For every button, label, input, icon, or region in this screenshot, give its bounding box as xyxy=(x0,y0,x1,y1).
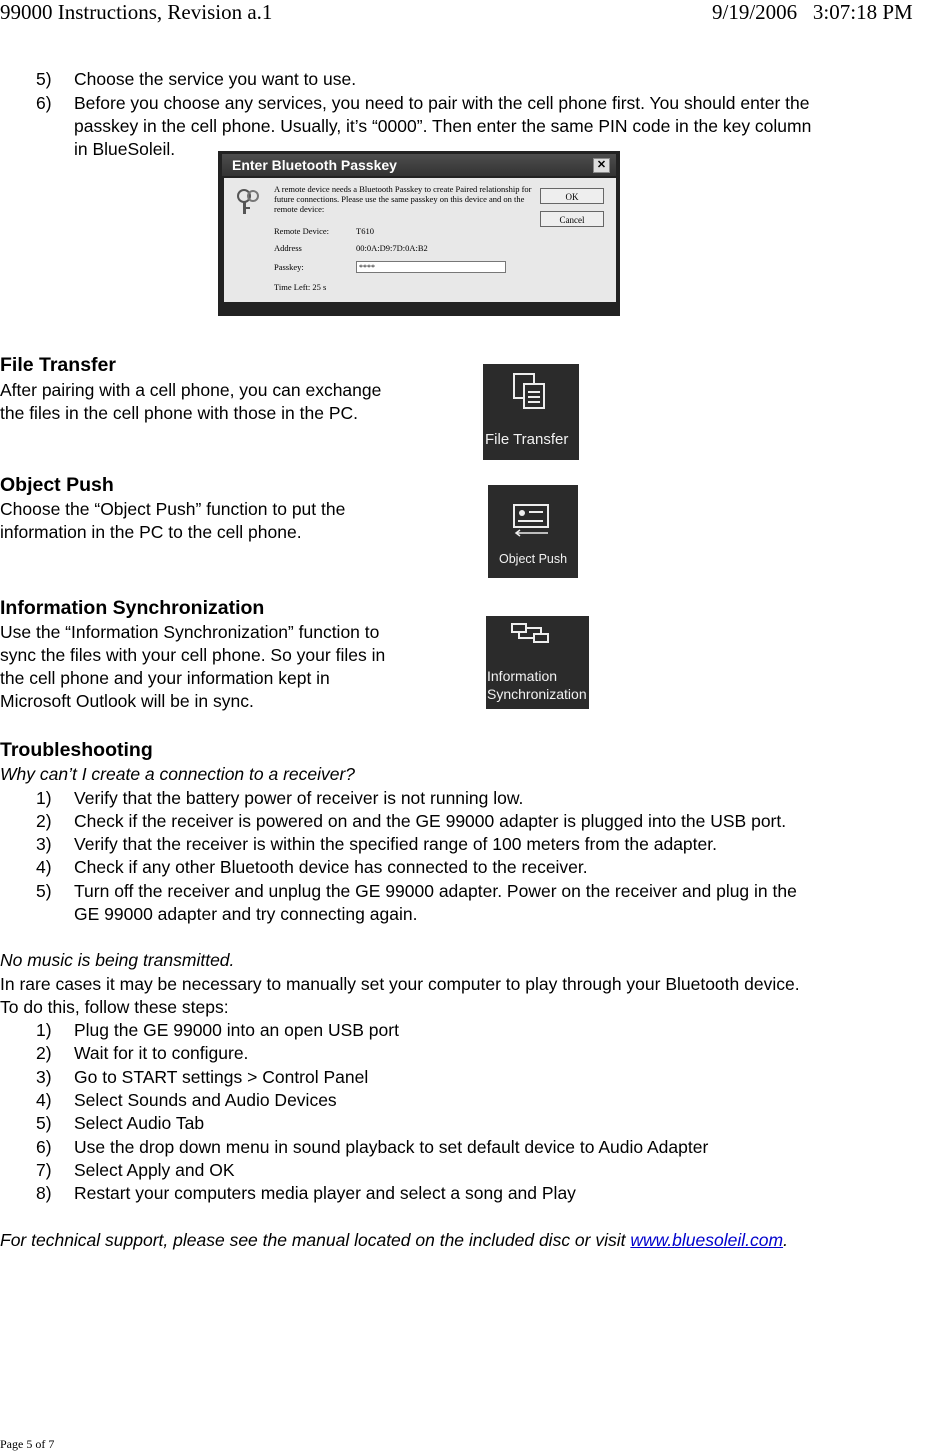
info-sync-text: Use the “Information Synchronization” function to xyxy=(0,622,380,642)
step-number: 6) xyxy=(36,1137,52,1157)
info-sync-text: sync the files with your cell phone. So your files in xyxy=(0,645,386,665)
page-number: Page 5 of 7 xyxy=(0,1437,55,1451)
info-sync-text: Microsoft Outlook will be in sync. xyxy=(0,691,254,711)
info-sync-text: the cell phone and your information kept in xyxy=(0,668,330,688)
sync-icon xyxy=(510,622,552,648)
step-number: 2) xyxy=(36,1043,52,1063)
dialog-title: Enter Bluetooth Passkey xyxy=(232,157,397,173)
step-number: 4) xyxy=(36,1090,52,1110)
step-text: Go to START settings > Control Panel xyxy=(74,1067,369,1087)
step-text: Check if any other Bluetooth device has connected to the receiver. xyxy=(74,857,588,877)
step-number: 4) xyxy=(36,857,52,877)
documents-icon xyxy=(512,372,548,412)
file-transfer-text: After pairing with a cell phone, you can exchange xyxy=(0,380,382,400)
step-text: Select Audio Tab xyxy=(74,1113,205,1133)
step-number: 3) xyxy=(36,834,52,854)
close-icon[interactable]: ✕ xyxy=(593,158,610,173)
step-number: 6) xyxy=(36,93,52,113)
step-text: Choose the service you want to use. xyxy=(74,69,357,89)
info-sync-tile[interactable] xyxy=(486,616,589,709)
step-number: 2) xyxy=(36,811,52,831)
passkey-input[interactable]: **** xyxy=(356,261,506,273)
time-left: Time Left: 25 s xyxy=(274,282,327,292)
step-number: 1) xyxy=(36,788,52,808)
cancel-button[interactable]: Cancel xyxy=(540,211,604,227)
intro-text: To do this, follow these steps: xyxy=(0,997,229,1017)
dialog-message: A remote device needs a Bluetooth Passkey to create Paired relationship for future connections. Please use the same passkey on this device and on the remote device: xyxy=(274,184,532,214)
step-number: 8) xyxy=(36,1183,52,1203)
step-number: 1) xyxy=(36,1020,52,1040)
step-text: in BlueSoleil. xyxy=(74,139,176,159)
step-text: Use the drop down menu in sound playback to set default device to Audio Adapter xyxy=(74,1137,709,1157)
object-push-heading: Object Push xyxy=(0,474,114,496)
step-text: Plug the GE 99000 into an open USB port xyxy=(74,1020,399,1040)
step-text: Restart your computers media player and select a song and Play xyxy=(74,1183,576,1203)
step-number: 5) xyxy=(36,69,52,89)
question-no-music: No music is being transmitted. xyxy=(0,950,235,970)
dialog-body xyxy=(224,178,616,302)
step-number: 5) xyxy=(36,1113,52,1133)
step-text: Verify that the battery power of receiver is not running low. xyxy=(74,788,524,808)
step-text: Select Apply and OK xyxy=(74,1160,235,1180)
tile-label: Object Push xyxy=(499,552,568,566)
contact-card-icon xyxy=(512,503,552,539)
tile-label: Synchronization xyxy=(487,686,587,702)
object-push-text: Choose the “Object Push” function to put the xyxy=(0,499,346,519)
step-text: Wait for it to configure. xyxy=(74,1043,249,1063)
tile-label: File Transfer xyxy=(485,431,569,448)
step-text: Select Sounds and Audio Devices xyxy=(74,1090,337,1110)
document-header-timestamp: 9/19/2006 3:07:18 PM xyxy=(712,0,913,24)
step-text: Check if the receiver is powered on and the GE 99000 adapter is plugged into the USB port. xyxy=(74,811,787,831)
tile-label: Information xyxy=(487,668,558,684)
step-text: Verify that the receiver is within the specified range of 100 meters from the adapter. xyxy=(74,834,717,854)
address-value: 00:0A:D9:7D:0A:B2 xyxy=(356,243,428,253)
step-number: 5) xyxy=(36,881,52,901)
remote-device-label: Remote Device: xyxy=(274,226,329,236)
support-note xyxy=(0,1229,788,1253)
step-number: 7) xyxy=(36,1160,52,1180)
passkey-label: Passkey: xyxy=(274,262,304,272)
troubleshooting-heading: Troubleshooting xyxy=(0,739,153,761)
support-link[interactable]: www.bluesoleil.com xyxy=(630,1230,784,1250)
file-transfer-heading: File Transfer xyxy=(0,354,116,376)
intro-text: In rare cases it may be necessary to manually set your computer to play through your Bluetooth device. xyxy=(0,974,800,994)
file-transfer-tile[interactable] xyxy=(483,364,579,460)
key-icon xyxy=(236,188,260,216)
question-connection: Why can’t I create a connection to a receiver? xyxy=(0,764,356,784)
step-text: Before you choose any services, you need to pair with the cell phone first. You should enter the xyxy=(74,93,810,113)
support-text: For technical support, please see the manual located on the included disc or visit xyxy=(0,1230,631,1250)
address-label: Address xyxy=(274,243,302,253)
step-text: passkey in the cell phone. Usually, it’s “0000”. Then enter the same PIN code in the key column xyxy=(74,116,812,136)
object-push-text: information in the PC to the cell phone. xyxy=(0,522,302,542)
info-sync-heading: Information Synchronization xyxy=(0,597,265,619)
file-transfer-text: the files in the cell phone with those in the PC. xyxy=(0,403,358,423)
dialog-title-bar xyxy=(222,154,616,176)
remote-device-value: T610 xyxy=(356,226,374,236)
step-number: 3) xyxy=(36,1067,52,1087)
object-push-tile[interactable] xyxy=(488,485,578,578)
support-end: . xyxy=(783,1230,788,1250)
document-header-title: 99000 Instructions, Revision a.1 xyxy=(0,0,273,24)
bluetooth-passkey-dialog xyxy=(218,151,620,316)
step-text: Turn off the receiver and unplug the GE 99000 adapter. Power on the receiver and plug in the xyxy=(74,881,797,901)
ok-button[interactable]: OK xyxy=(540,188,604,204)
step-text: GE 99000 adapter and try connecting again. xyxy=(74,904,418,924)
